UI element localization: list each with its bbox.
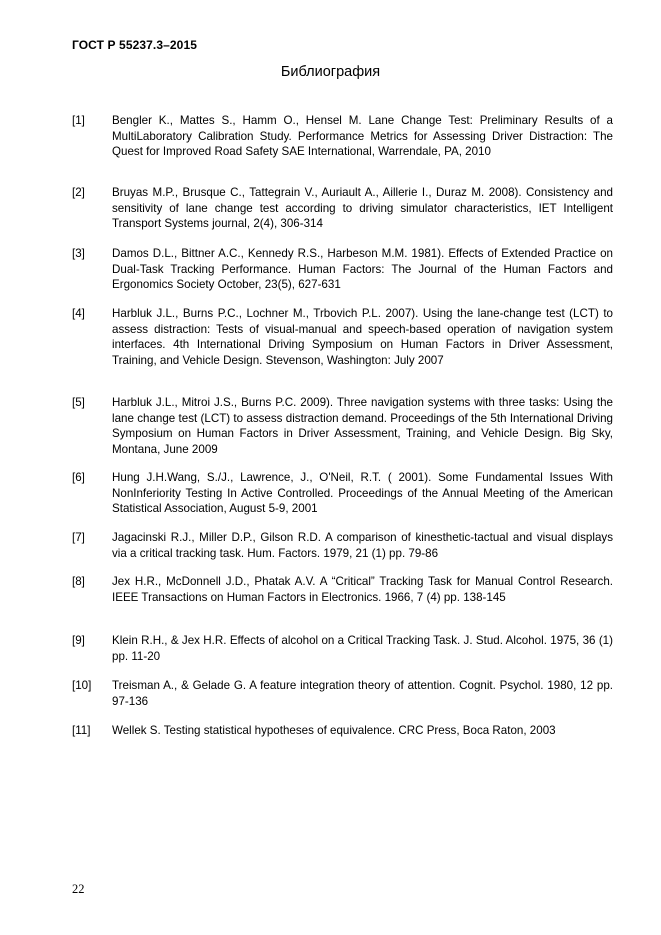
reference-number: [6] [72,471,85,484]
reference-text: Harbluk J.L., Burns P.C., Lochner M., Trbovich P.L. 2007). Using the lane-change test (LCT) to assess distraction: Tests of visual-manual and speech-based operation of navigation system interfaces. 4th International Driving Symposium on Human Factors in Driver Assessment, Training, and Vehicle Design. Stevenson, Washington: July 2007 [112,307,613,368]
reference-text: Wellek S. Testing statistical hypotheses of equivalence. CRC Press, Boca Raton, 2003 [112,724,556,737]
reference-text: Jex H.R., McDonnell J.D., Phatak A.V. A “Critical” Tracking Task for Manual Control Research. IEEE Transactions on Human Factors in Electronics. 1966, 7 (4) pp. 138-145 [112,575,613,604]
reference-number: [3] [72,247,85,260]
reference-text: Jagacinski R.J., Miller D.P., Gilson R.D. A comparison of kinesthetic-tactual and visual displays via a critical tracking task. Hum. Factors. 1979, 21 (1) pp. 79-86 [112,531,613,560]
reference-text: Klein R.H., & Jex H.R. Effects of alcohol on a Critical Tracking Task. J. Stud. Alcohol. 1975, 36 (1) pp. 11-20 [112,634,613,663]
page-number: 22 [72,882,85,896]
reference-text: Harbluk J.L., Mitroi J.S., Burns P.C. 2009). Three navigation systems with three tasks: Using the lane change test (LCT) to assess distraction demand. Proceedings of the 5th International Driving Symposium on Human Factors in Driver Assessment, Training, and Vehicle Design. Big Sky, Montana, June 2009 [112,396,613,457]
reference-number: [4] [72,307,85,320]
reference-text: Treisman A., & Gelade G. A feature integration theory of attention. Cognit. Psychol. 1980, 12 pp. 97-136 [112,679,613,708]
standard-code: ГОСТ Р 55237.3–2015 [72,38,197,52]
reference-number: [2] [72,186,85,199]
reference-number: [10] [72,679,92,692]
reference-text: Hung J.H.Wang, S./J., Lawrence, J., O'Neil, R.T. ( 2001). Some Fundamental Issues With NonInferiority Testing In Active Controlled. Proceedings of the Annual Meeting of the American Statistical Association, August 5-9, 2001 [112,471,613,516]
reference-number: [8] [72,575,85,588]
reference-number: [9] [72,634,85,647]
reference-number: [5] [72,396,85,409]
reference-number: [7] [72,531,85,544]
reference-number: [11] [72,724,91,737]
reference-text: Bruyas M.P., Brusque C., Tattegrain V., Auriault A., Aillerie I., Duraz M. 2008). Consistency and sensitivity of lane change test according to driving simulator characteristics, IET Intelligent Transport Systems journal, 2(4), 306-314 [112,186,613,231]
reference-number: [1] [72,114,85,127]
reference-text: Bengler K., Mattes S., Hamm O., Hensel M. Lane Change Test: Preliminary Results of a MultiLaboratory Calibration Study. Performance Metrics for Assessing Driver Distraction: The Quest for Improved Road Safety SAE International, Warrendale, PA, 2010 [112,114,613,159]
page-title: Библиография [280,64,381,80]
reference-text: Damos D.L., Bittner A.C., Kennedy R.S., Harbeson M.M. 1981). Effects of Extended Practice on Dual-Task Tracking Performance. Human Factors: The Journal of the Human Factors and Ergonomics Society October, 23(5), 627-631 [112,247,613,292]
